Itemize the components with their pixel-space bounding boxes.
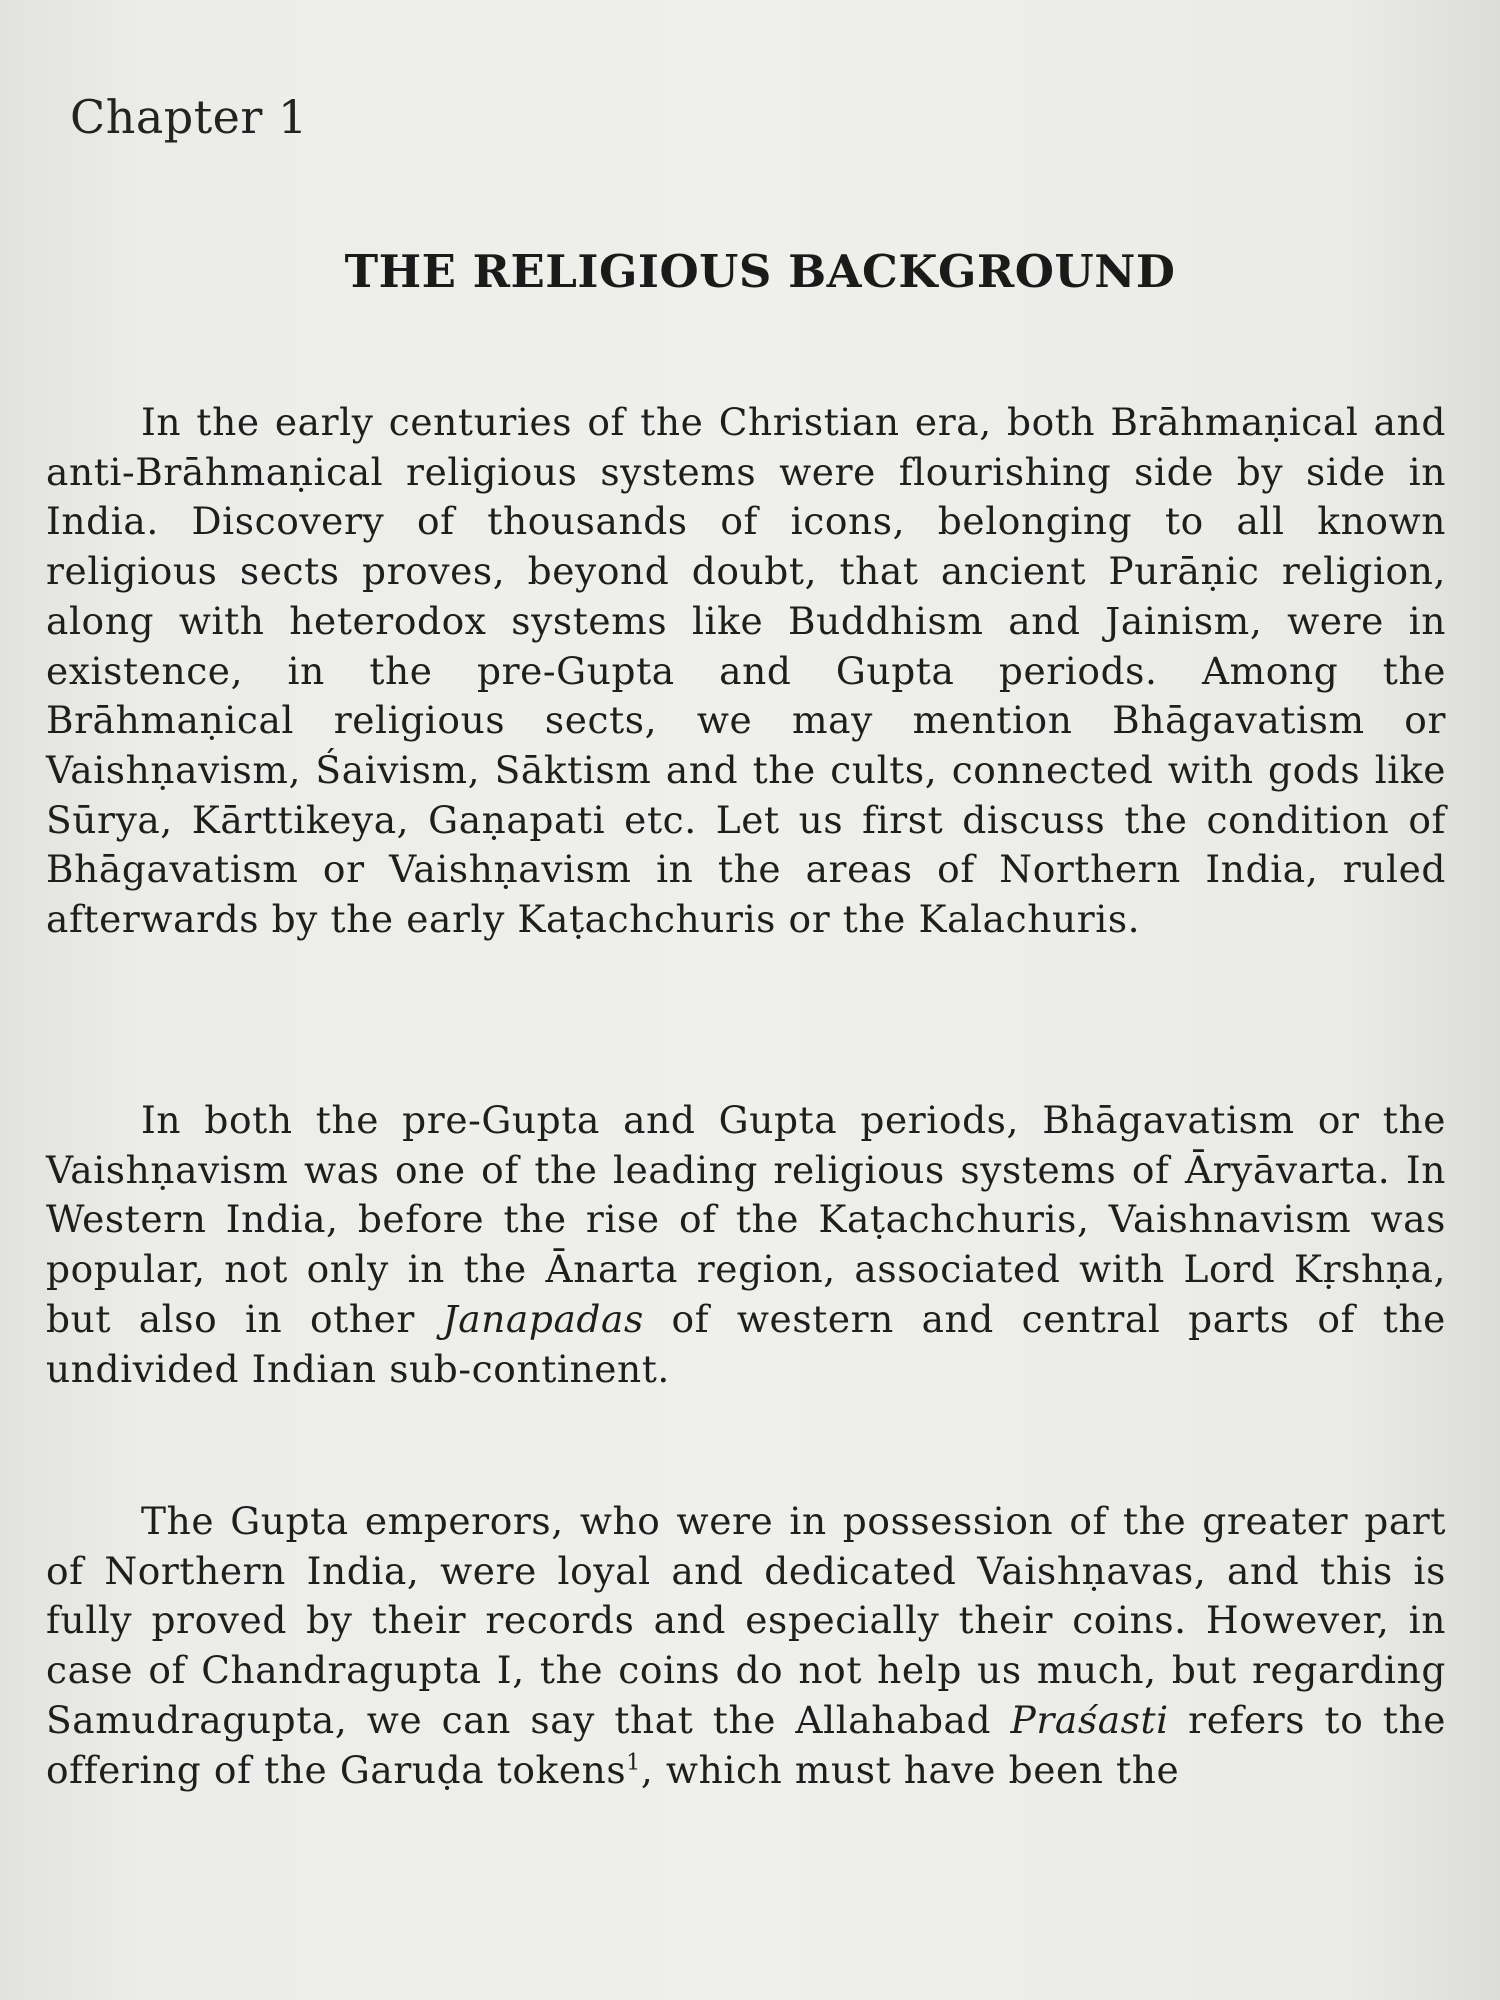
paragraph-2 xyxy=(46,1096,1446,1394)
chapter-label: Chapter 1 xyxy=(70,90,308,144)
paragraph-3-text-before: The Gupta emperors, who were in possession of the greater part of Northern India, were loyal and dedicated Vaishṇavas, and this is fully proved by their records and especially their coins. However, in case of Chandragupta I, the coins do not help us much, but regarding Samudragupta, we can say that the Allahabad xyxy=(46,1499,1446,1742)
paragraph-3-text-after: , which must have been the xyxy=(640,1747,1180,1792)
paragraph-2-text-after: of western and central parts of the undivided Indian sub-continent. xyxy=(46,1296,1446,1391)
paragraph-3 xyxy=(46,1497,1446,1795)
footnote-marker[interactable]: 1 xyxy=(626,1750,641,1776)
italic-term-prasasti: Praśasti xyxy=(1010,1697,1169,1742)
italic-term-janapadas: Janapadas xyxy=(442,1296,644,1341)
chapter-title: THE RELIGIOUS BACKGROUND xyxy=(344,245,1176,298)
paragraph-3-text-middle: refers to the offering of the Garuḍa tokens xyxy=(46,1697,1446,1792)
paragraph-1-text: In the early centuries of the Christian era, both Brāhmaṇical and anti-Brāhmaṇical religious systems were flourishing side by side in India. Discovery of thousands of icons, belonging to all known religious sects proves, beyond doubt, that ancient Purāṇic religion, along with heterodox systems like Buddhism and Jainism, were in existence, in the pre-Gupta and Gupta periods. Among the Brāhmaṇical religious sects, we may mention Bhāgavatism or Vaishṇavism, Śaivism, Sāktism and the cults, connected with gods like Sūrya, Kārttikeya, Gaṇapati etc. Let us first discuss the condition of Bhāgavatism or Vaishṇavism in the areas of Northern India, ruled afterwards by the early Kaṭachchuris or the Kalachuris. xyxy=(46,400,1446,942)
paragraph-2-text-before: In both the pre-Gupta and Gupta periods, Bhāgavatism or the Vaishṇavism was one of the leading religious systems of Āryāvarta. In Western India, before the rise of the Kaṭachchuris, Vaishnavism was popular, not only in the Ānarta region, associated with Lord Kṛshṇa, but also in other xyxy=(46,1098,1446,1341)
paragraph-1 xyxy=(46,398,1446,945)
